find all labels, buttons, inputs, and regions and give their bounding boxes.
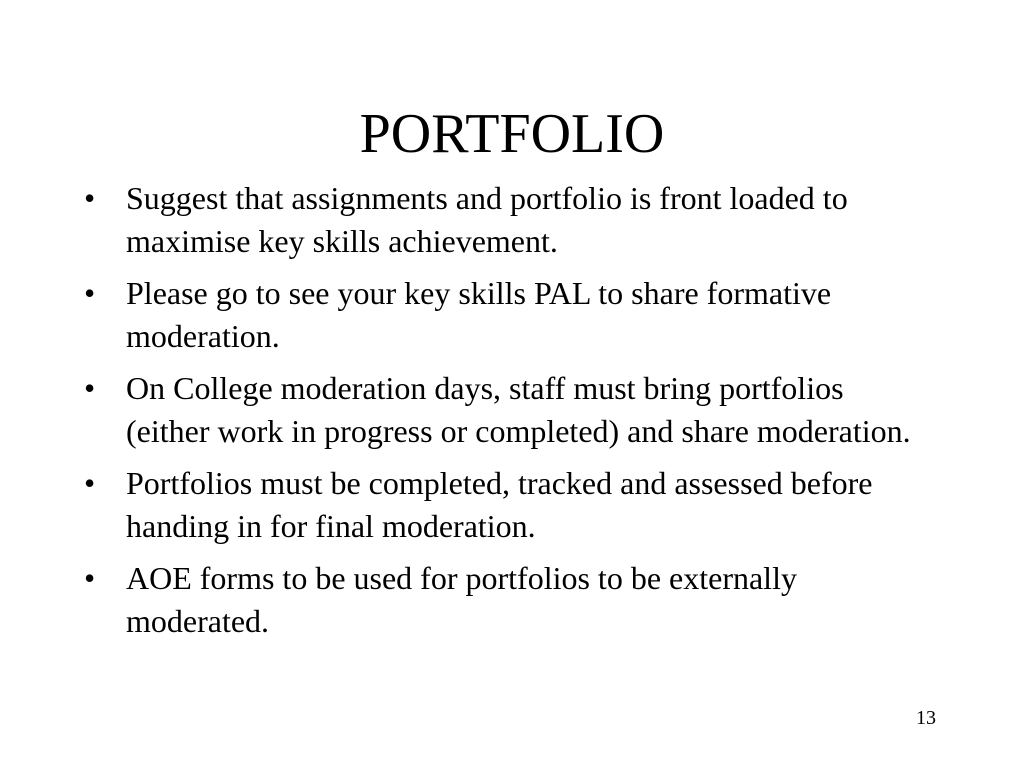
bullet-icon: •: [84, 465, 96, 501]
bullet-text: AOE forms to be used for portfolios to be externally moderated.: [126, 560, 797, 639]
bullet-icon: •: [84, 180, 96, 216]
bullet-icon: •: [84, 560, 96, 596]
bullet-text: Please go to see your key skills PAL to share formative moderation.: [126, 275, 832, 354]
bullet-item: [84, 272, 924, 358]
bullet-item: [84, 462, 924, 548]
bullet-icon: •: [84, 275, 96, 311]
bullet-list: [84, 177, 924, 652]
bullet-item: [84, 557, 924, 643]
slide-title: PORTFOLIO: [359, 103, 665, 165]
bullet-text: On College moderation days, staff must bring portfolios (either work in progress or completed) and share moderation.: [126, 370, 911, 449]
bullet-text: Portfolios must be completed, tracked and assessed before handing in for final moderation.: [126, 465, 873, 544]
page-number: 13: [916, 707, 936, 729]
bullet-item: [84, 177, 924, 263]
bullet-item: [84, 367, 924, 453]
bullet-icon: •: [84, 370, 96, 406]
bullet-text: Suggest that assignments and portfolio is front loaded to maximise key skills achievement.: [126, 180, 848, 259]
